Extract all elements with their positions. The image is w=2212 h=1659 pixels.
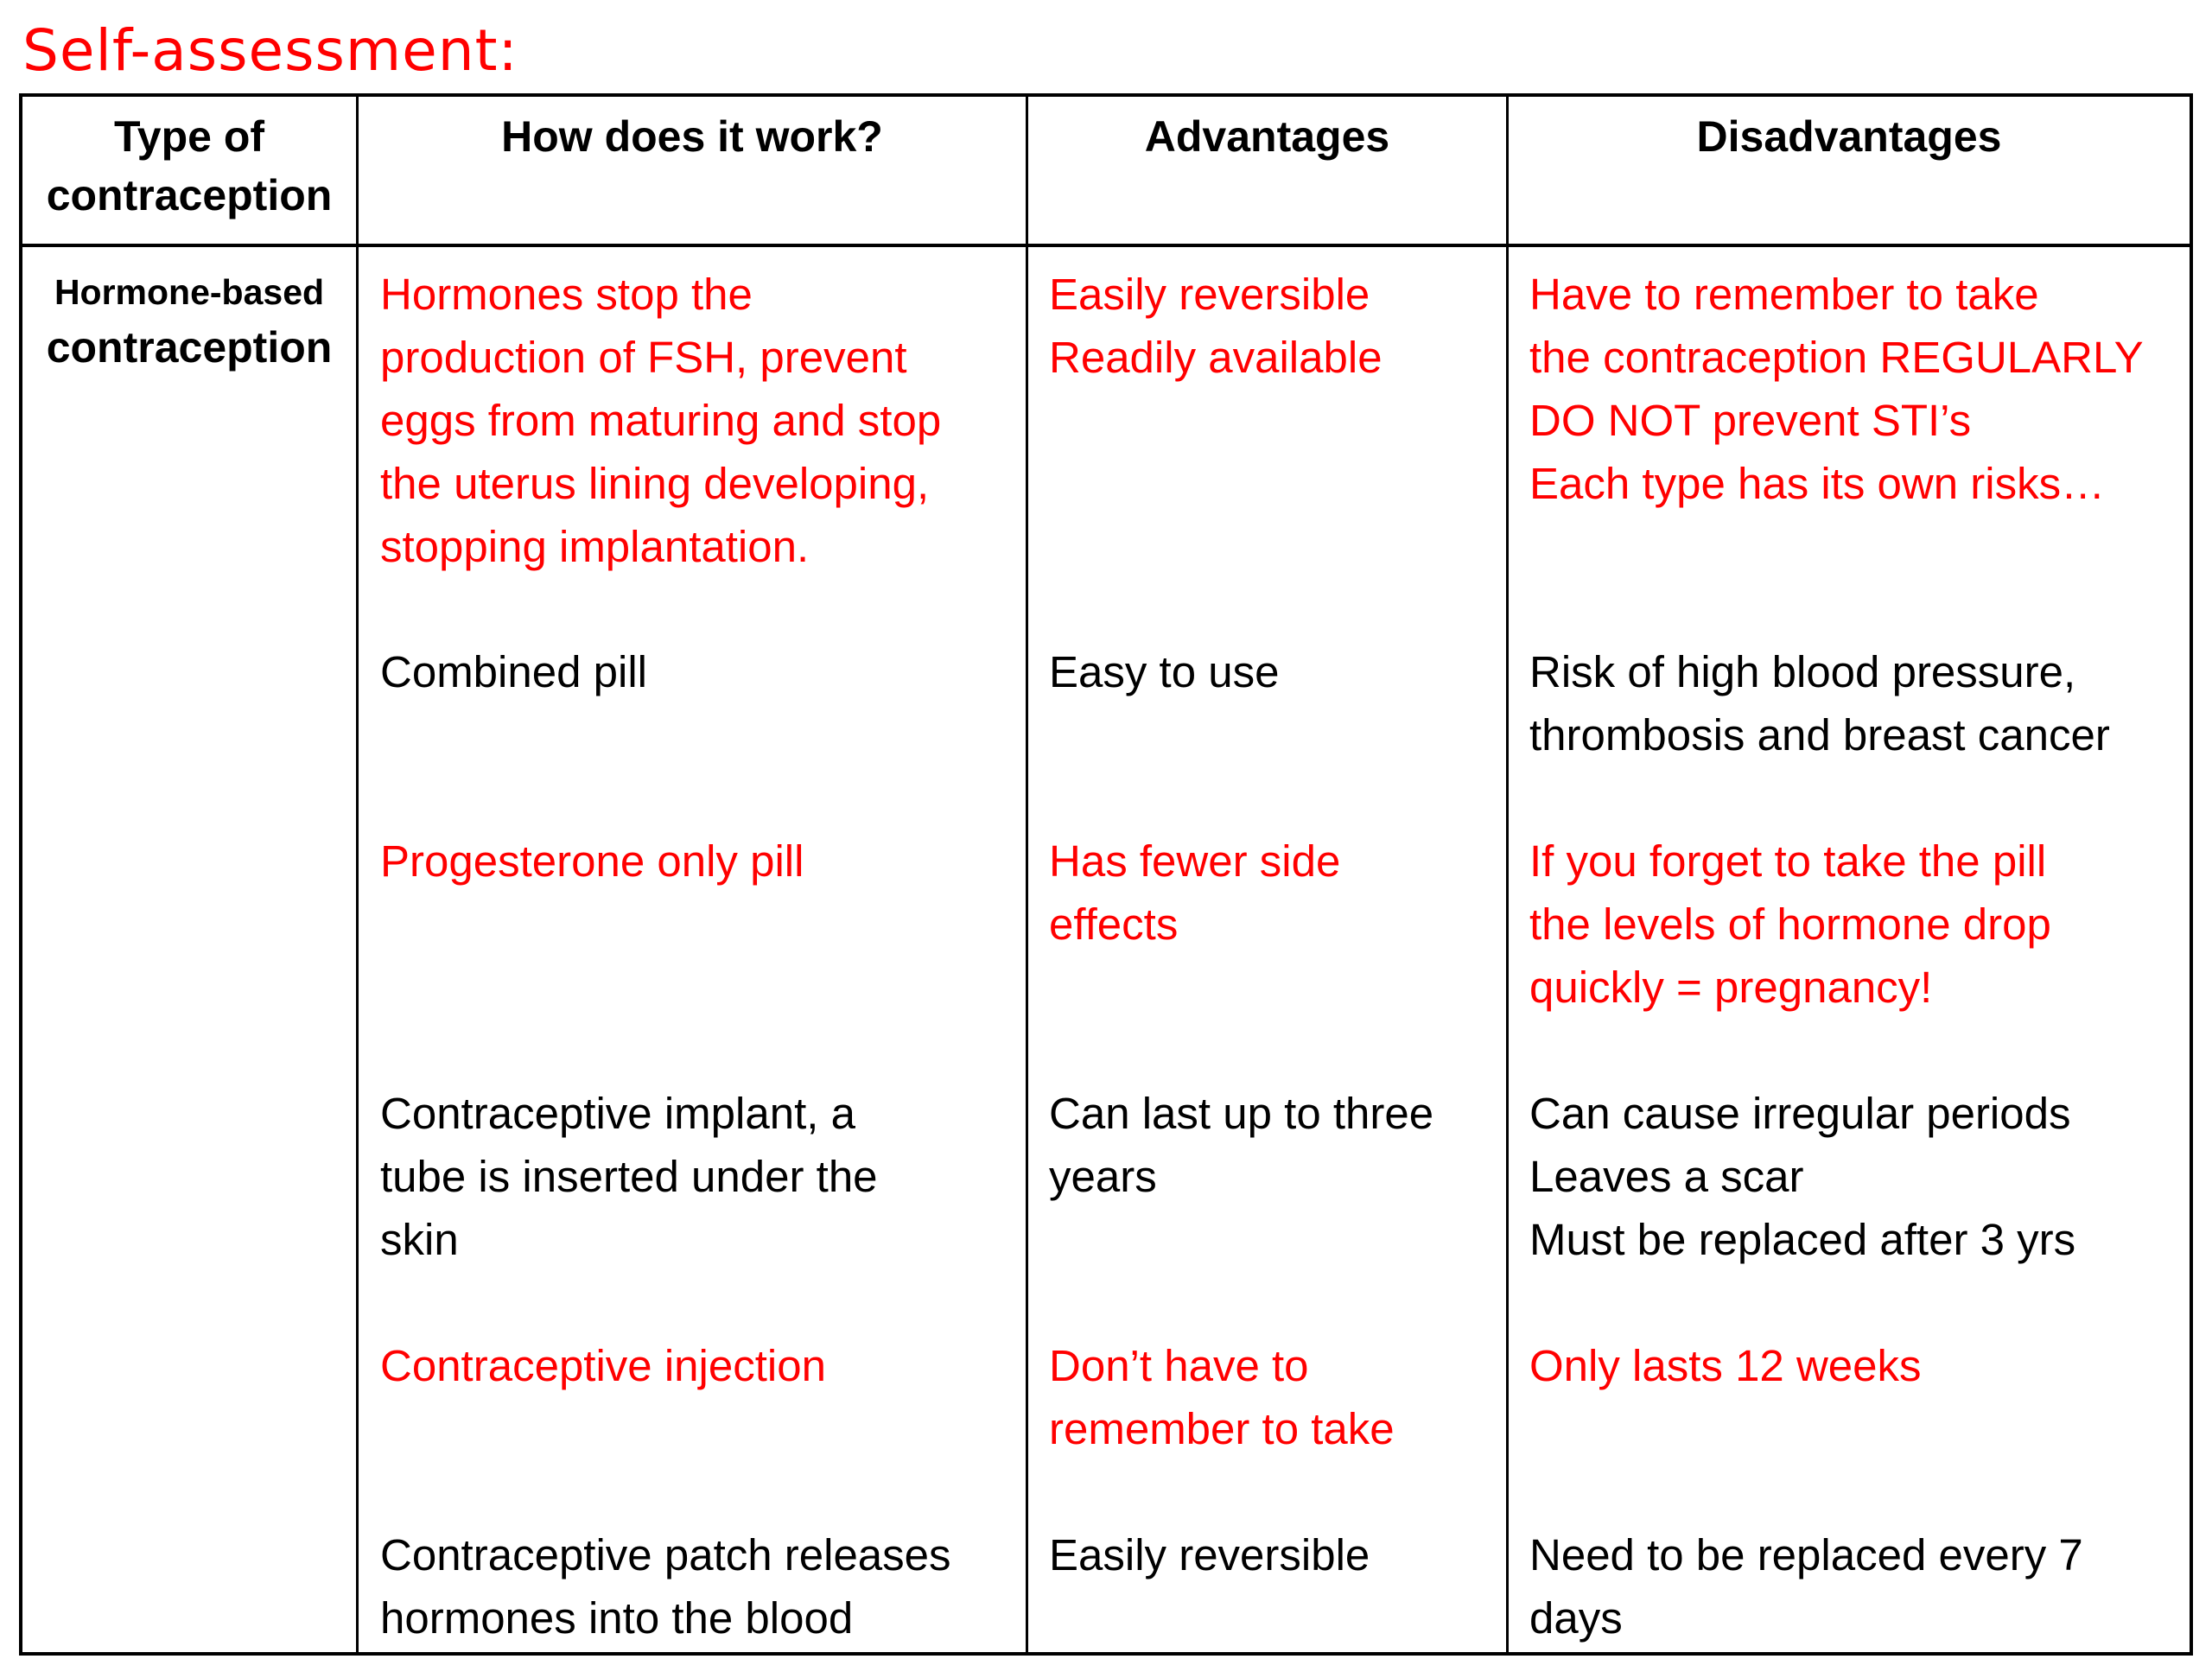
cell-line: Easily reversible bbox=[1049, 1530, 1370, 1580]
cell-disadvantages bbox=[1529, 263, 2186, 515]
cell-advantages bbox=[1049, 1523, 1498, 1586]
column-divider bbox=[1026, 93, 1028, 1656]
header-divider bbox=[19, 244, 2193, 247]
cell-how bbox=[380, 1334, 1020, 1397]
column-divider bbox=[1506, 93, 1509, 1656]
header-advantages: Advantages bbox=[1144, 112, 1390, 161]
cell-disadvantages bbox=[1529, 640, 2186, 766]
cell-line: Risk of high blood pressure, bbox=[1529, 647, 2076, 696]
cell-line: If you forget to take the pill bbox=[1529, 836, 2047, 886]
header-type-line: Type of bbox=[113, 112, 265, 161]
type-cell-line: Hormone-based bbox=[54, 272, 325, 312]
cell-advantages bbox=[1049, 1082, 1498, 1208]
cell-how bbox=[380, 263, 1020, 578]
cell-line: tube is inserted under the bbox=[380, 1152, 878, 1201]
cell-disadvantages bbox=[1529, 830, 2186, 1019]
cell-line: Leaves a scar bbox=[1529, 1152, 1804, 1201]
cell-line: Combined pill bbox=[380, 647, 647, 696]
cell-line: Progesterone only pill bbox=[380, 836, 804, 886]
cell-disadvantages bbox=[1529, 1082, 2186, 1271]
cell-line: Easily reversible bbox=[1049, 270, 1370, 319]
header-type bbox=[22, 107, 356, 225]
cell-line: days bbox=[1529, 1593, 1623, 1643]
cell-line: effects bbox=[1049, 899, 1179, 949]
cell-line: stopping implantation. bbox=[380, 522, 810, 571]
cell-advantages bbox=[1049, 640, 1498, 703]
cell-disadvantages bbox=[1529, 1523, 2186, 1649]
header-disadvantages: Disadvantages bbox=[1696, 112, 2002, 161]
cell-line: Contraceptive injection bbox=[380, 1341, 826, 1390]
type-cell-hormone-based bbox=[22, 266, 356, 377]
cell-line: Contraceptive patch releases bbox=[380, 1530, 951, 1580]
cell-advantages bbox=[1049, 1334, 1498, 1460]
cell-line: Can cause irregular periods bbox=[1529, 1089, 2071, 1138]
cell-line: Hormones stop the bbox=[380, 270, 753, 319]
cell-line: Each type has its own risks… bbox=[1529, 459, 2106, 508]
header-type-line: contraception bbox=[46, 171, 333, 219]
column-divider bbox=[356, 93, 359, 1656]
cell-how bbox=[380, 640, 1020, 703]
type-cell-line: contraception bbox=[46, 323, 333, 372]
cell-line: Must be replaced after 3 yrs bbox=[1529, 1215, 2076, 1264]
cell-line: skin bbox=[380, 1215, 459, 1264]
page-title: Self-assessment: bbox=[22, 17, 518, 84]
cell-line: Contraceptive implant, a bbox=[380, 1089, 855, 1138]
cell-line: eggs from maturing and stop bbox=[380, 396, 942, 445]
cell-advantages bbox=[1049, 263, 1498, 389]
cell-how bbox=[380, 830, 1020, 893]
cell-line: thrombosis and breast cancer bbox=[1529, 710, 2110, 760]
cell-line: quickly = pregnancy! bbox=[1529, 963, 1933, 1012]
cell-line: hormones into the blood bbox=[380, 1593, 854, 1643]
cell-line: Only lasts 12 weeks bbox=[1529, 1341, 1922, 1390]
cell-line: the uterus lining developing, bbox=[380, 459, 930, 508]
cell-line: Readily available bbox=[1049, 333, 1382, 382]
header-how: How does it work? bbox=[501, 112, 883, 161]
cell-line: DO NOT prevent STI’s bbox=[1529, 396, 1972, 445]
cell-line: the contraception REGULARLY bbox=[1529, 333, 2144, 382]
cell-advantages bbox=[1049, 830, 1498, 956]
cell-line: Have to remember to take bbox=[1529, 270, 2039, 319]
cell-line: Don’t have to bbox=[1049, 1341, 1309, 1390]
cell-line: years bbox=[1049, 1152, 1157, 1201]
cell-line: production of FSH, prevent bbox=[380, 333, 907, 382]
cell-line: Need to be replaced every 7 bbox=[1529, 1530, 2083, 1580]
cell-disadvantages bbox=[1529, 1334, 2186, 1397]
cell-how bbox=[380, 1523, 1020, 1649]
cell-how bbox=[380, 1082, 1020, 1271]
cell-line: Can last up to three bbox=[1049, 1089, 1434, 1138]
cell-line: the levels of hormone drop bbox=[1529, 899, 2051, 949]
cell-line: remember to take bbox=[1049, 1404, 1395, 1453]
cell-line: Easy to use bbox=[1049, 647, 1280, 696]
cell-line: Has fewer side bbox=[1049, 836, 1341, 886]
